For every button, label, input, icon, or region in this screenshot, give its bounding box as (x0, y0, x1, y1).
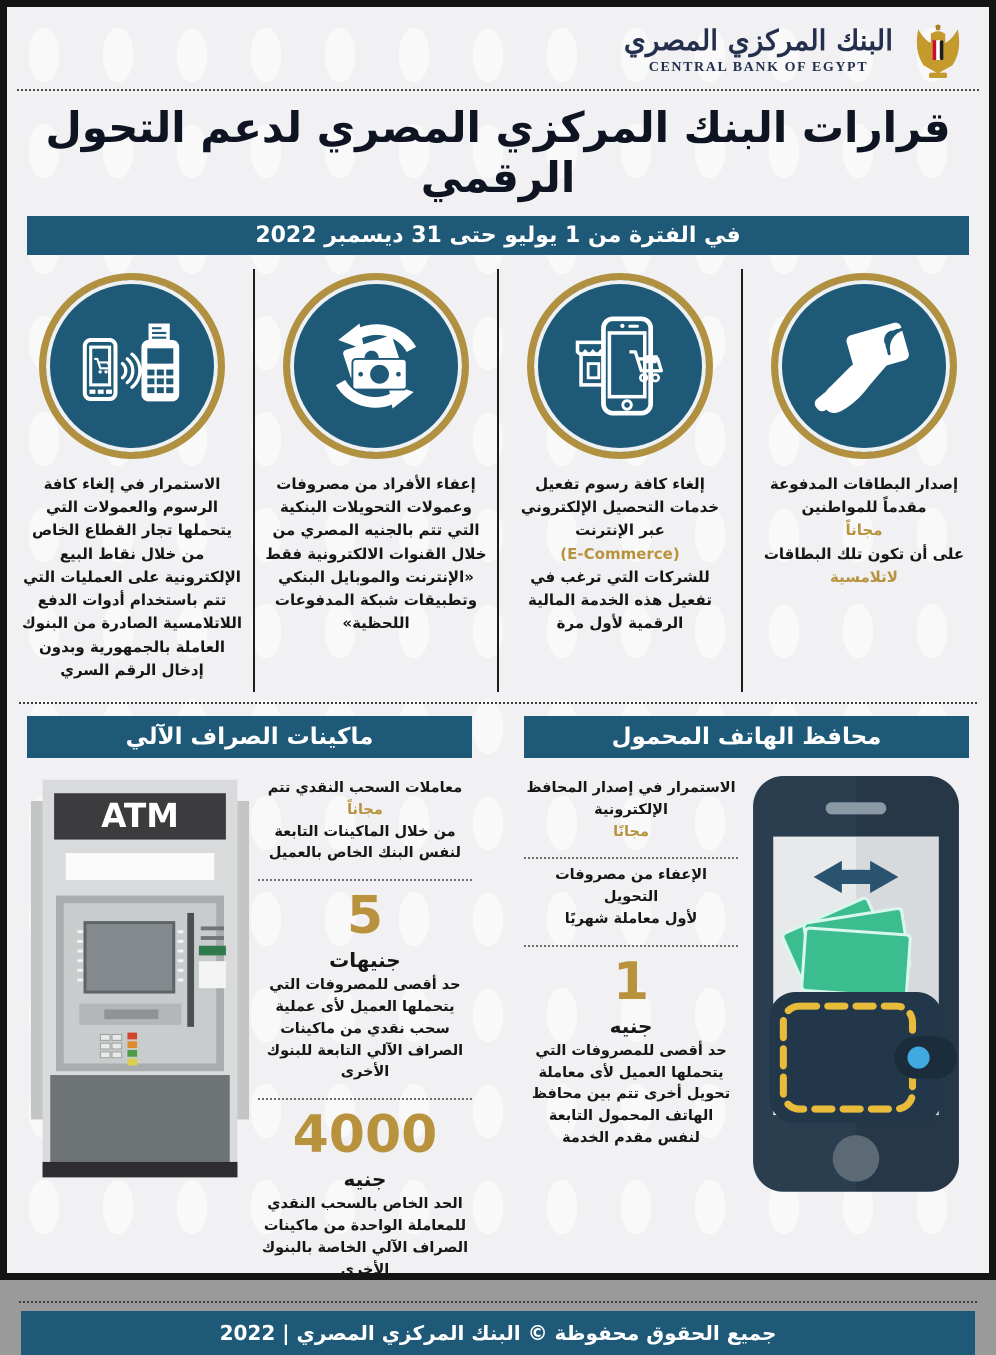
decision-text: إلغاء كافة رسوم تفعيل خدمات التحصيل الإلكتروني عبر الإنترنت (E-Commerce) للشركات التي ترغب في تفعيل هذه الخدمة المالية الرقمية لأول مرة (520, 474, 720, 633)
mobile-wallet-illustration (742, 772, 969, 1196)
money-transfer-cycle-icon (283, 273, 469, 459)
period-band: في الفترة من 1 يوليو حتى 31 ديسمبر 2022 (27, 216, 969, 255)
decision-text: الاستمرار في إلغاء كافة الرسوم والعمولات التي يتحملها تجار القطاع الخاص من خلال نقاط البيع الإلكترونية على العمليات التي تتم باستخدام أدوات الدفع اللاتلامسية الصادرة من البنوك العاملة بالجمهورية وبدون إدخال الرقم السري (22, 474, 242, 679)
header (7, 7, 989, 89)
decision-text: إصدار البطاقات المدفوعة مقدماً للمواطنين مجاناً على أن تكون تلك البطاقات لاتلامسية (763, 474, 965, 586)
decision-text: إعفاء الأفراد من مصروفات وعمولات التحويلات البنكية التي تتم بالجنيه المصري من خلال القنوات الالكترونية فقط «الإنترنت والموبايل البنكي وتطبيقات شبكة المدفوعات اللحظية» (265, 474, 487, 633)
atm-block-free-withdrawal: معاملات السحب النقدي تتم مجاناً من خلال الماكينات التابعة لنفس البنك الخاص بالعميل (267, 780, 463, 862)
egypt-eagle-emblem-icon (911, 21, 965, 81)
panels-row (7, 712, 989, 1293)
atm-text (258, 772, 472, 1293)
mobile-wallets-panel (524, 716, 969, 1293)
decision-prepaid-cards (743, 269, 985, 692)
atm-block-withdrawal-limit: 4000 جنيه الحد الخاص بالسحب النقدي للمعاملة الواحدة من ماكينات الصراف الآلي الخاصة بالبنوك الأخرى (258, 1098, 472, 1293)
decision-pos-fees (11, 269, 255, 692)
atm-sign-label: ATM (101, 797, 180, 836)
atm-block-max-fee: 5 جنيهات حد أقصى للمصروفات التي يتحملها العميل لأى عملية سحب نقدي من ماكينات الصراف الآلي التابعة للبنوك الأخرى (258, 879, 472, 1096)
decision-ecommerce-fees (499, 269, 743, 692)
footer-divider (19, 1301, 977, 1303)
cbe-logo-arabic: البنك المركزي المصري (623, 24, 893, 58)
wallet-block-max-fee: 1 جنيه حد أقصى للمصروفات التي يتحملها العميل لأى معاملة تحويل أخرى تتم بين محافظ الهاتف المحمول التابعة لنفس مقدم الخدمة (524, 945, 738, 1162)
wallet-block-free-issuance: الاستمرار في إصدار المحافظ الإلكترونية مجانًا (526, 780, 736, 840)
mobile-wallets-header: محافظ الهاتف المحمول (524, 716, 969, 758)
phone-pos-contactless-icon (39, 273, 225, 459)
contactless-card-payment-icon (771, 273, 957, 459)
decisions-row (7, 255, 989, 694)
atm-illustration (27, 772, 254, 1187)
atm-header: ماكينات الصراف الآلي (27, 716, 472, 758)
copyright-bar: جميع الحقوق محفوظة © البنك المركزي المصري | 2022 (21, 1311, 975, 1355)
wallet-block-transfer-exemption: الإعفاء من مصروفات التحويل لأول معاملة شهريًا (524, 857, 738, 942)
atm-body (27, 758, 472, 1293)
mobile-wallets-text (524, 772, 738, 1161)
decision-transfer-exemption (255, 269, 499, 692)
atm-panel (27, 716, 472, 1293)
mobile-wallets-body (524, 758, 969, 1196)
ecommerce-mobile-shopping-icon (527, 273, 713, 459)
cbe-logo (624, 26, 893, 76)
page-title: قرارات البنك المركزي المصري لدعم التحول الرقمي (45, 103, 951, 203)
cbe-logo-english: CENTRAL BANK OF EGYPT (648, 59, 869, 75)
section-divider (19, 702, 977, 704)
